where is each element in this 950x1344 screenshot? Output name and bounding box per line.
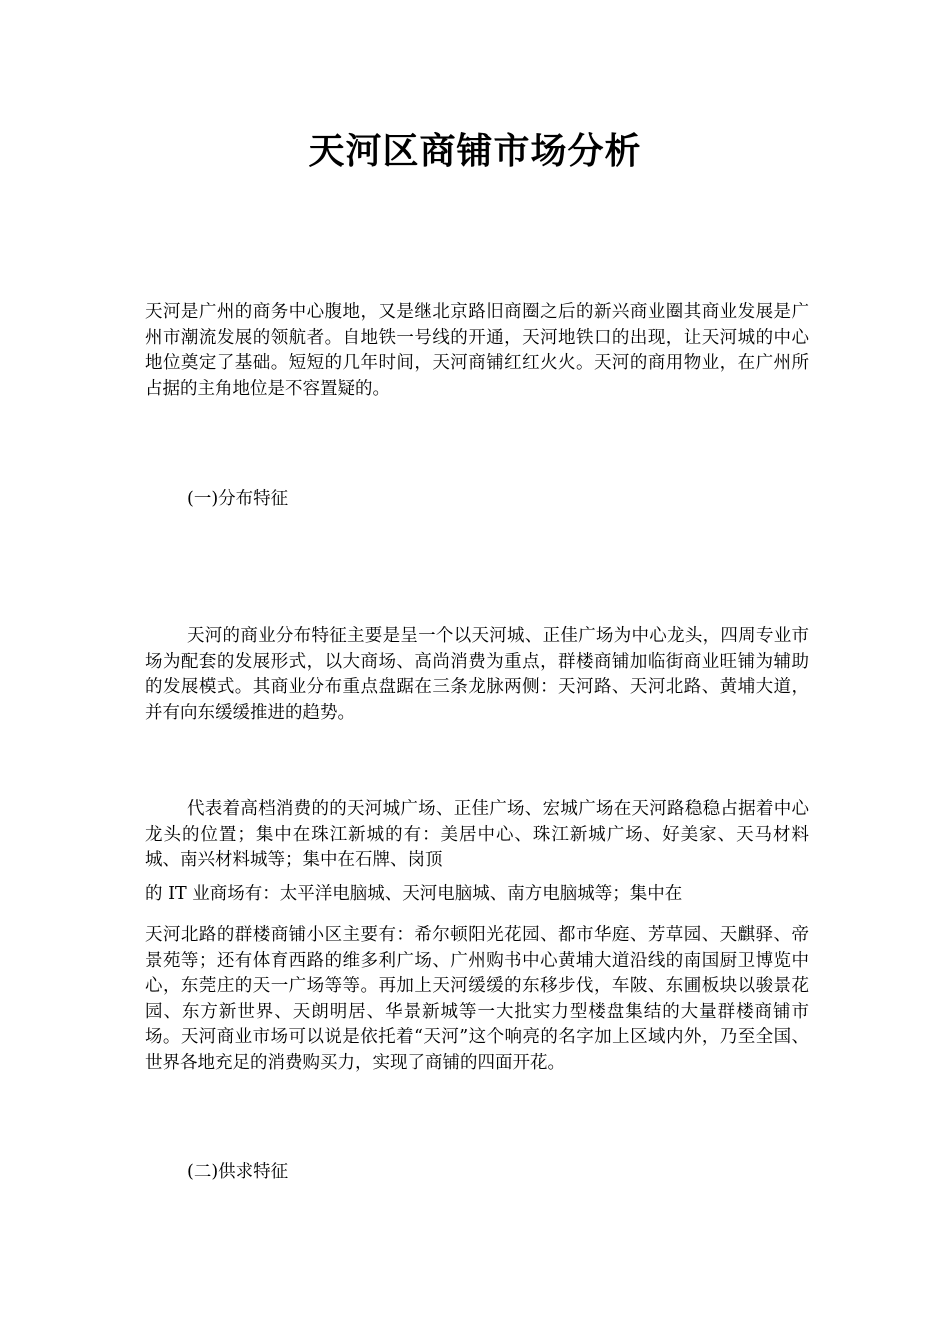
representative-paragraph-part2: 的 IT 业商场有：太平洋电脑城、天河电脑城、南方电脑城等；集中在 bbox=[145, 884, 683, 904]
section-heading-supply-demand: (二)供求特征 bbox=[187, 1162, 289, 1182]
section-heading-distribution: (一)分布特征 bbox=[187, 489, 289, 509]
representative-paragraph-part1: 代表着高档消费的的天河城广场、正佳广场、宏城广场在天河路稳稳占据着中心龙头的位置；集中在珠江新城的有：美居中心、珠江新城广场、好美家、天马材料城、南兴材料城等；集中在石牌、岗顶 bbox=[145, 799, 809, 870]
distribution-paragraph: 天河的商业分布特征主要是呈一个以天河城、正佳广场为中心龙头，四周专业市场为配套的发展形式，以大商场、高尚消费为重点，群楼商铺加临街商业旺铺为辅助的发展模式。其商业分布重点盘踞在三条龙脉两侧：天河路、天河北路、黄埔大道，并有向东缓缓推进的趋势。 bbox=[145, 626, 809, 723]
intro-paragraph: 天河是广州的商务中心腹地，又是继北京路旧商圈之后的新兴商业圈其商业发展是广州市潮流发展的领航者。自地铁一号线的开通，天河地铁口的出现，让天河城的中心地位奠定了基础。短短的几年时间，天河商铺红红火火。天河的商用物业，在广州所占据的主角地位是不容置疑的。 bbox=[145, 302, 809, 399]
document-title: 天河区商铺市场分析 bbox=[308, 131, 642, 172]
representative-paragraph-part3: 天河北路的群楼商铺小区主要有：希尔顿阳光花园、都市华庭、芳草园、天麒驿、帝景苑等；还有体育西路的维多利广场、广州购书中心黄埔大道沿线的南国厨卫博览中心，东莞庄的天一广场等等。再加上天河缓缓的东移步伐，车陂、东圃板块以骏景花园、东方新世界、天朗明居、华景新城等一大批实力型楼盘集结的大量群楼商铺市场。天河商业市场可以说是依托着“天河”这个响亮的名字加上区域内外，乃至全国、世界各地充足的消费购买力，实现了商铺的四面开花。 bbox=[145, 925, 809, 1073]
